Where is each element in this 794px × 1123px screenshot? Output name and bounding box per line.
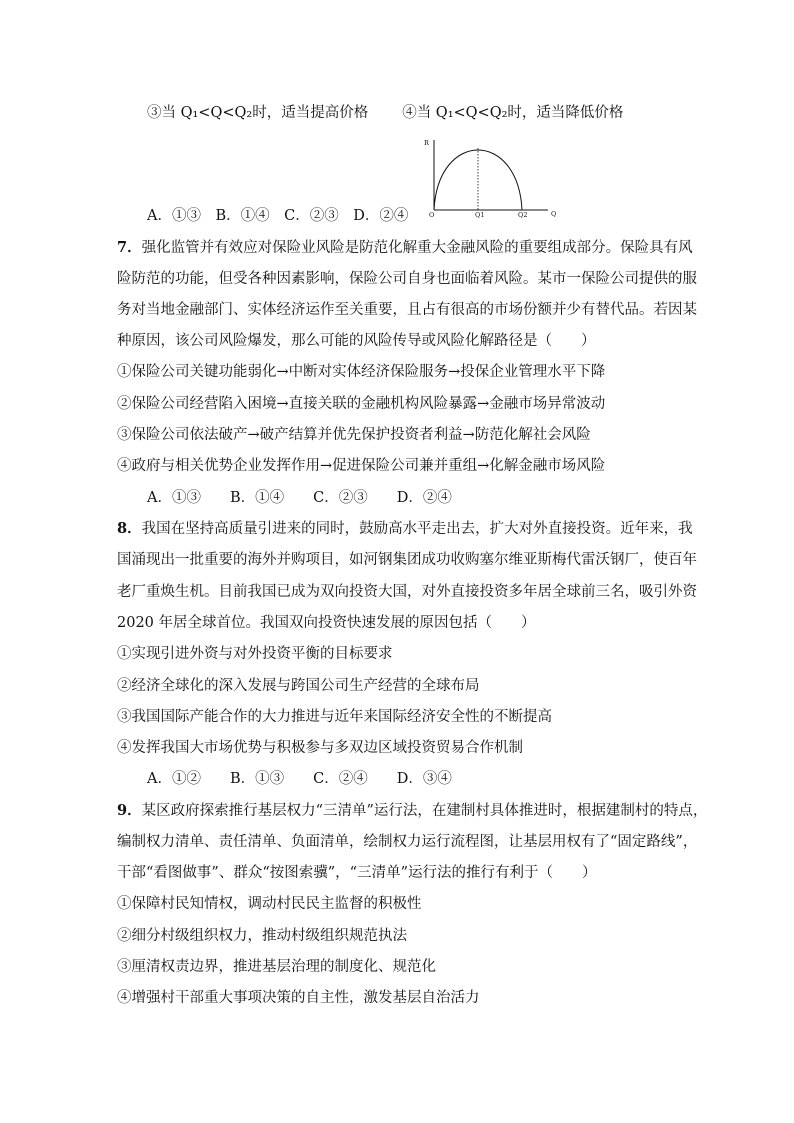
q7-option-4: ④政府与相关优势企业发挥作用→促进保险公司兼并重组→化解金融市场风险: [117, 458, 606, 474]
q6-answer-choices: A．①③ B．①④ C．②③ D．②④: [147, 208, 409, 224]
revenue-quantity-chart: [420, 134, 560, 224]
q8-stem-line-4: 2020 年居全球首位。我国双向投资快速发展的原因包括（ ）: [117, 615, 536, 631]
x-tick-q1: Q1: [475, 211, 485, 219]
q6-option-4: ④当 Q₁<Q<Q₂时，适当降低价格: [402, 105, 624, 121]
q8-stem-line-3: 老厂重焕生机。目前我国已成为双向投资大国，对外直接投资多年居全球前三名，吸引外资: [117, 584, 697, 600]
q8-stem-line-1: 8．我国在坚持高质量引进来的同时，鼓励高水平走出去，扩大对外直接投资。近年来，我: [117, 520, 693, 537]
q9-option-1: ①保障村民知情权，调动村民民主监督的积极性: [117, 896, 422, 912]
q9-option-3: ③厘清权责边界，推进基层治理的制度化、规范化: [117, 959, 436, 975]
q8-option-3: ③我国国际产能合作的大力推进与近年来国际经济安全性的不断提高: [117, 709, 552, 725]
q7-number: 7．: [117, 239, 142, 256]
q7-option-3: ③保险公司依法破产→破产结算并优先保护投资者利益→防范化解社会风险: [117, 427, 591, 443]
q9-stem-line-2: 编制权力清单、责任清单、负面清单，绘制权力运行流程图，让基层用权有了“固定路线”，: [117, 834, 698, 850]
q8-answer-choices: A．①② B．①③ C．②④ D．③④: [147, 771, 452, 787]
q7-option-2: ②保险公司经营陷入困境→直接关联的金融机构风险暴露→金融市场异常波动: [117, 396, 606, 412]
q8-number: 8．: [117, 520, 142, 537]
x-tick-q2: Q2: [518, 211, 528, 219]
q8-option-1: ①实现引进外资与对外投资平衡的目标要求: [117, 646, 393, 662]
q9-number: 9．: [117, 802, 142, 819]
y-axis-label: R: [424, 139, 429, 147]
q8-option-4: ④发挥我国大市场优势与积极参与多双边区域投资贸易合作机制: [117, 740, 523, 756]
x-tick-origin: O: [429, 211, 435, 219]
q8-stem-line-2: 国涌现出一批重要的海外并购项目，如河钢集团成功收购塞尔维亚斯梅代雷沃钢厂，使百年: [117, 552, 697, 568]
q7-option-1: ①保险公司关键功能弱化→中断对实体经济保险服务→投保企业管理水平下降: [117, 364, 606, 380]
q7-stem-line-3: 务对当地金融部门、实体经济运作至关重要，且占有很高的市场份额并少有替代品。若因某: [117, 302, 697, 318]
q9-stem-line-1: 9．某区政府探索推行基层权力“三清单”运行法，在建制村具体推进时，根据建制村的特点，: [117, 802, 708, 819]
q9-option-4: ④增强村干部重大事项决策的自主性，激发基层自治活力: [117, 990, 480, 1006]
q6-option-3: ③当 Q₁<Q<Q₂时，适当提高价格: [147, 105, 369, 121]
q9-stem-line-3: 干部“看图做事”、群众“按图索骥”，“三清单”运行法的推行有利于（ ）: [117, 865, 597, 881]
q7-stem-line-4: 种原因，该公司风险爆发，那么可能的风险传导或风险化解路径是（ ）: [117, 333, 596, 349]
q7-stem-line-1: 7．强化监管并有效应对保险业风险是防范化解重大金融风险的重要组成部分。保险具有风: [117, 239, 693, 256]
q7-stem-line-2: 险防范的功能，但受各种因素影响，保险公司自身也面临着风险。某市一保险公司提供的服: [117, 271, 697, 287]
q7-answer-choices: A．①③ B．①④ C．②③ D．②④: [147, 490, 452, 506]
revenue-curve: [434, 150, 522, 210]
q8-option-2: ②经济全球化的深入发展与跨国公司生产经营的全球布局: [117, 678, 480, 694]
x-axis-label: Q: [551, 210, 557, 218]
q6-option-3-4-row: [147, 104, 623, 122]
q9-option-2: ②细分村级组织权力，推动村级组织规范执法: [117, 928, 407, 944]
